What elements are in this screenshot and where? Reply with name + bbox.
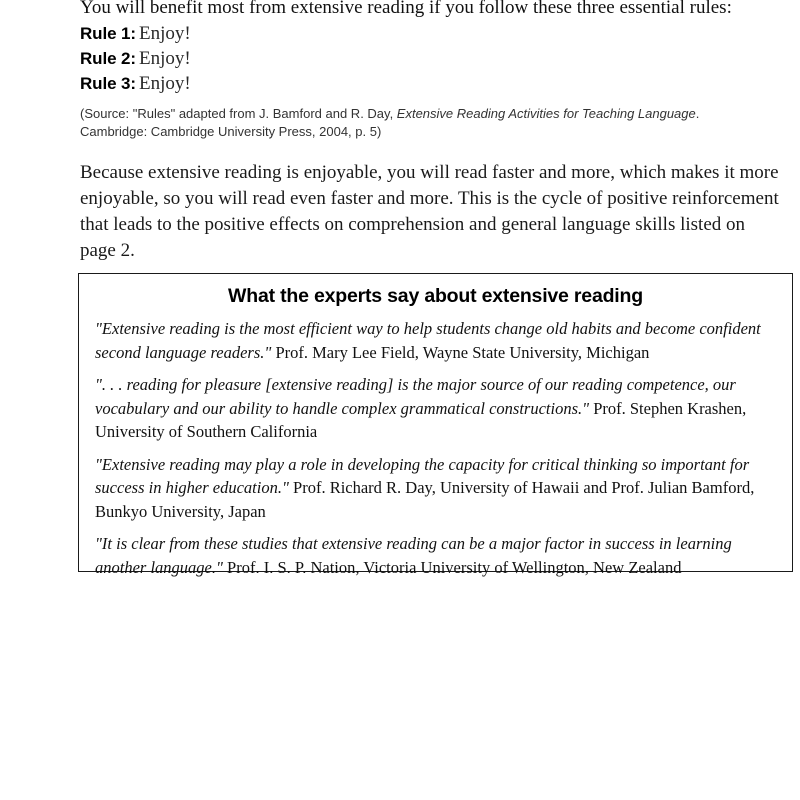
quote-attribution: Prof. Stephen Krashen, University of Southern California bbox=[95, 398, 747, 441]
quote-attribution: Prof. Mary Lee Field, Wayne State University, Michigan bbox=[271, 342, 650, 362]
rule-row bbox=[80, 46, 780, 71]
source-citation bbox=[80, 105, 770, 140]
rule-label: Rule 3: bbox=[80, 74, 136, 93]
rule-row bbox=[80, 21, 780, 46]
expert-quote-item bbox=[95, 532, 778, 579]
experts-box-heading: What the experts say about extensive reading bbox=[228, 285, 643, 307]
rule-row bbox=[80, 71, 780, 96]
quote-text: "It is clear from these studies that extensive reading can be a major factor in success in learning another language." bbox=[95, 534, 732, 577]
rules-list bbox=[80, 21, 780, 96]
experts-quote-list bbox=[79, 308, 792, 579]
intro-lead-line: You will benefit most from extensive reading if you follow these three essential rules: bbox=[80, 0, 732, 18]
quote-text: "Extensive reading is the most efficient way to help students change old habits and become confident second language readers." bbox=[95, 319, 761, 362]
quote-text: ". . . reading for pleasure [extensive reading] is the major source of our reading competence, our vocabulary and our ability to handle complex grammatical constructions." bbox=[95, 375, 736, 418]
quote-attribution: Prof. Richard R. Day, University of Hawaii and Prof. Julian Bamford, Bunkyo University, Japan bbox=[95, 478, 755, 521]
source-suffix: . Cambridge: Cambridge University Press, 2004, p. 5) bbox=[80, 106, 700, 139]
experts-callout-box bbox=[78, 273, 793, 577]
expert-quote-item bbox=[95, 317, 778, 364]
quote-text: "Extensive reading may play a role in developing the capacity for critical thinking so important for success in higher education." bbox=[95, 454, 750, 497]
rule-label: Rule 2: bbox=[80, 49, 136, 68]
expert-quote-item bbox=[95, 373, 778, 444]
quote-attribution: Prof. I. S. P. Nation, Victoria University of Wellington, New Zealand bbox=[222, 557, 682, 577]
rule-text: Enjoy! bbox=[138, 48, 191, 69]
source-book-title: Extensive Reading Activities for Teaching Language bbox=[396, 106, 696, 121]
body-paragraph: Because extensive reading is enjoyable, you will read faster and more, which makes it more enjoyable, so you will read even faster and more. This is the cycle of positive reinforcement that leads to the positive effects on comprehension and general language skills listed on page 2. bbox=[80, 162, 779, 261]
rule-label: Rule 1: bbox=[80, 24, 136, 43]
source-prefix: (Source: "Rules" adapted from J. Bamford and R. Day, bbox=[80, 106, 397, 121]
intro-section bbox=[80, 0, 780, 96]
expert-quote-item bbox=[95, 453, 778, 524]
rule-text: Enjoy! bbox=[138, 73, 191, 94]
rule-text: Enjoy! bbox=[138, 23, 191, 44]
